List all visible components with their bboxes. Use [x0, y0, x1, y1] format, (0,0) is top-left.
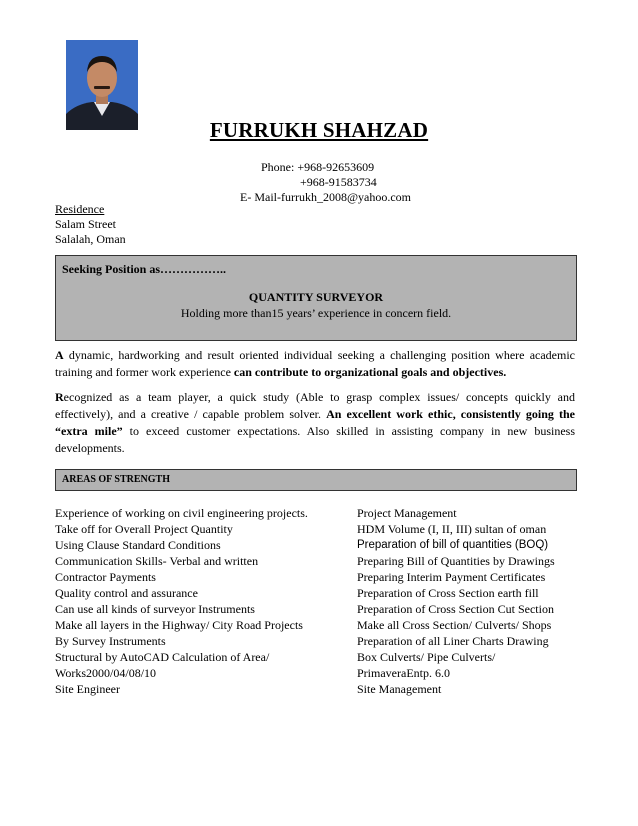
- list-item: Preparation of Cross Section Cut Section: [357, 602, 554, 616]
- email-line: E- Mail-furrukh_2008@yahoo.com: [240, 190, 412, 204]
- residence-label: Residence: [55, 202, 105, 216]
- candidate-name: FURRUKH SHAHZAD: [209, 118, 429, 142]
- list-item: Site Management: [357, 682, 442, 696]
- list-item: Contractor Payments: [55, 570, 156, 584]
- portrait-image: [66, 40, 138, 130]
- seeking-position-box: [55, 255, 577, 341]
- summary-paragraph-1: [55, 347, 575, 381]
- list-item: By Survey Instruments: [55, 634, 166, 648]
- residence-street: Salam Street: [55, 217, 116, 231]
- list-item: Take off for Overall Project Quantity: [55, 522, 233, 536]
- seeking-position: QUANTITY SURVEYOR: [248, 290, 384, 304]
- areas-title: AREAS OF STRENGTH: [62, 474, 170, 485]
- seeking-title: Seeking Position as……………..: [62, 262, 227, 276]
- phone-line-2: +968-91583734: [300, 175, 377, 189]
- residence-block: [55, 202, 126, 247]
- list-item: Make all layers in the Highway/ City Road Projects: [55, 618, 303, 632]
- list-item: Make all Cross Section/ Culverts/ Shops: [357, 618, 552, 632]
- p2-bold: An excellent work ethic, consistently going the “extra mile”: [55, 407, 576, 438]
- list-item: Works2000/04/08/10: [55, 666, 157, 680]
- list-item: Preparation of all Liner Charts Drawing: [357, 634, 549, 648]
- list-item: Project Management: [357, 506, 457, 520]
- residence-city: Salalah, Oman: [55, 232, 126, 246]
- p2-lead: R: [55, 390, 64, 404]
- p2-text-1: ecognized as a team player, a quick study (Able to grasp complex issues/ concepts quickly and effectively), and a creative / capable problem solver.: [55, 390, 575, 421]
- list-item: Preparing Interim Payment Certificates: [357, 570, 546, 584]
- seeking-experience: Holding more than15 years’ experience in concern field.: [180, 306, 452, 320]
- areas-of-strength-bar: [55, 469, 577, 491]
- p2-text-2: to exceed customer expectations. Also skilled in assisting company in new business developments.: [55, 424, 576, 455]
- list-item: Preparation of Cross Section earth fill: [357, 586, 539, 600]
- list-item: PrimaveraEntp. 6.0: [357, 666, 450, 680]
- list-item: Structural by AutoCAD Calculation of Area/: [55, 650, 270, 664]
- profile-photo: [66, 40, 138, 130]
- p1-lead: A: [55, 348, 64, 362]
- summary-paragraph-2: [55, 389, 575, 457]
- p1-bold: can contribute to organizational goals and objectives.: [233, 365, 507, 379]
- list-item: Preparing Bill of Quantities by Drawings: [357, 554, 555, 568]
- list-item: Using Clause Standard Conditions: [55, 538, 221, 552]
- list-item: Quality control and assurance: [55, 586, 198, 600]
- list-item: Can use all kinds of surveyor Instruments: [55, 602, 255, 616]
- p1-text: dynamic, hardworking and result oriented individual seeking a challenging position where academic training and former work experience: [55, 348, 575, 379]
- phone-line-1: Phone: +968-92653609: [261, 160, 375, 174]
- strengths-left-column: [55, 505, 308, 697]
- list-item: Communication Skills- Verbal and written: [55, 554, 259, 568]
- list-item: Box Culverts/ Pipe Culverts/: [357, 650, 496, 664]
- list-item: Site Engineer: [55, 682, 120, 696]
- list-item: Experience of working on civil engineering projects.: [55, 506, 308, 520]
- list-item: Preparation of bill of quantities (BOQ): [357, 539, 549, 551]
- strengths-right-column: [357, 505, 555, 697]
- list-item: HDM Volume (I, II, III) sultan of oman: [357, 522, 547, 536]
